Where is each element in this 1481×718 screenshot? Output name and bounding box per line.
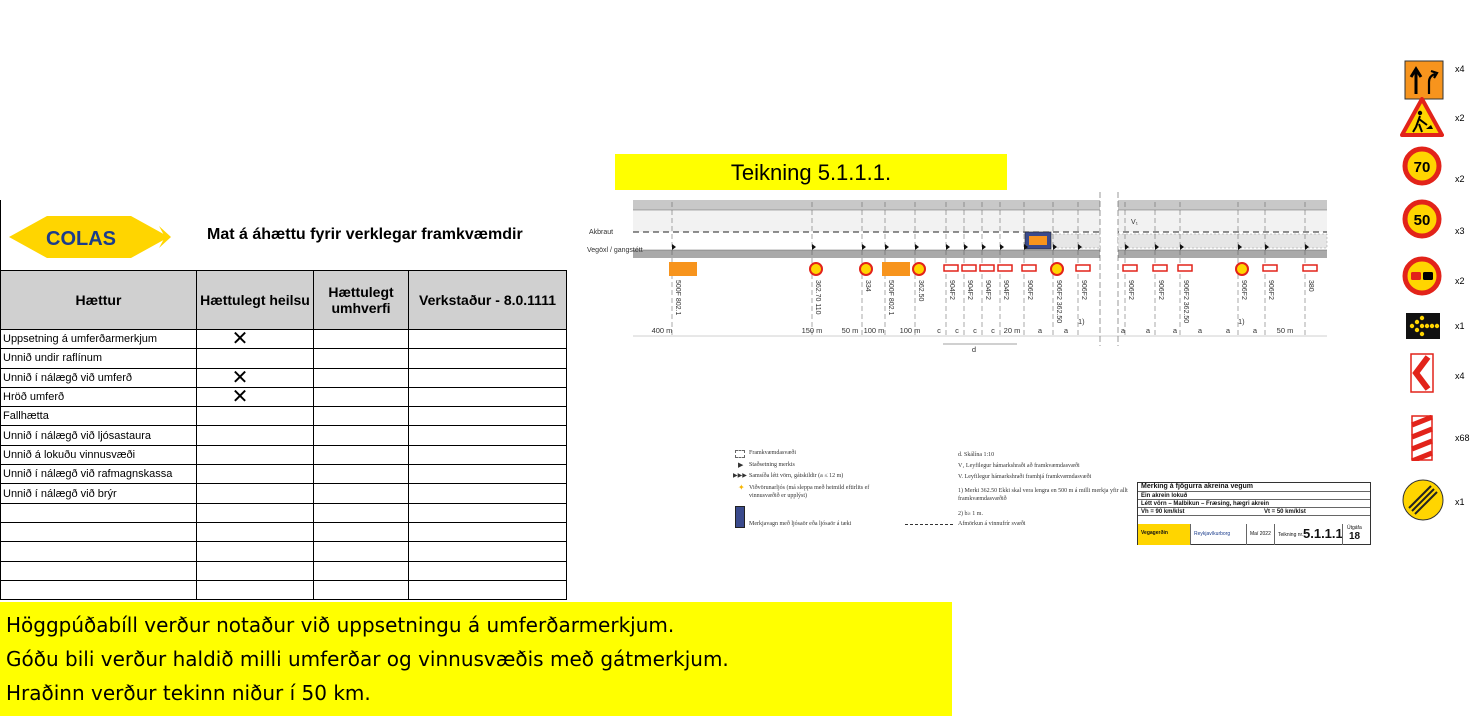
site-cell <box>409 542 567 561</box>
site-cell <box>409 426 567 445</box>
barrier-board-marker <box>998 265 1012 271</box>
table-row <box>1 330 567 349</box>
site-cell <box>409 561 567 580</box>
barrier-board-marker <box>1022 265 1036 271</box>
note-line-1: Höggpúðabíll verður notaður við uppsetningu á umferðarmerkjum. <box>6 613 675 637</box>
barrier-board-marker <box>1303 265 1317 271</box>
site-cell <box>409 407 567 426</box>
table-row <box>1 580 567 599</box>
end-of-restriction-sign-icon <box>1401 478 1445 522</box>
distance-label: 50 m <box>841 326 859 335</box>
distance-label: a <box>1120 326 1126 335</box>
table-row <box>1 426 567 445</box>
hazard-cell: Unnið undir raflínum <box>1 349 197 368</box>
tb-org2: Reykjavíkurborg <box>1190 524 1246 545</box>
notes-box <box>0 602 952 716</box>
barrier-board-marker <box>1123 265 1137 271</box>
tb-bottom-row <box>1138 524 1370 545</box>
vegoxl-label: Vegöxl / gangstétt <box>587 247 643 254</box>
environment-cell <box>314 445 409 464</box>
distance-row <box>633 326 1327 336</box>
road-diagram <box>585 186 1345 361</box>
distance-label: a <box>1037 326 1043 335</box>
speed-marker <box>1051 263 1063 275</box>
lane-shift-marker <box>669 262 697 276</box>
risk-mark: ✕ <box>231 368 249 388</box>
sign-code: 904F2 <box>984 280 991 300</box>
risk-table-header-row <box>1 271 567 330</box>
speed-marker <box>860 263 872 275</box>
lane-shift-marker <box>882 262 910 276</box>
hazard-cell: Fallhætta <box>1 407 197 426</box>
table-row <box>1 407 567 426</box>
speed-marker <box>913 263 925 275</box>
table-row <box>1 542 567 561</box>
inv-count-1: x4 <box>1455 64 1465 74</box>
table-row <box>1 349 567 368</box>
distance-label: a <box>1197 326 1203 335</box>
environment-cell <box>314 542 409 561</box>
distance-label: a <box>1252 326 1258 335</box>
d-label: d <box>971 345 977 354</box>
colas-logo <box>9 214 171 260</box>
table-row <box>1 368 567 387</box>
sign-code: 904F2 <box>966 280 973 300</box>
health-cell <box>197 503 314 522</box>
site-cell <box>409 522 567 541</box>
distance-label: 50 m <box>1276 326 1294 335</box>
table-row <box>1 387 567 406</box>
no-overtaking-sign-icon <box>1402 256 1442 296</box>
table-row <box>1 484 567 503</box>
barrier-board-marker <box>1178 265 1192 271</box>
environment-cell <box>314 484 409 503</box>
speed-marker <box>810 263 822 275</box>
table-row <box>1 445 567 464</box>
tb-line2: Ein akrein lokuð <box>1138 492 1370 500</box>
speed-marker <box>1236 263 1248 275</box>
environment-cell <box>314 522 409 541</box>
inv-count-3: x2 <box>1455 174 1465 184</box>
sign-code: 380 <box>1307 280 1314 292</box>
legend-v: V. Leyfilegur hámarkshraði framhjá framkvæmdasvæði <box>958 474 1092 480</box>
distance-label: c <box>937 326 941 335</box>
sign-code: 906F2 <box>1127 280 1134 300</box>
hazard-cell <box>1 561 197 580</box>
environment-cell <box>314 349 409 368</box>
barrier-board-marker <box>1263 265 1277 271</box>
legend-cones: Samsíða létt vörn, gátskildir (a ≤ 12 m) <box>749 473 844 479</box>
inv-count-6: x1 <box>1455 321 1465 331</box>
risk-mark: ✕ <box>231 387 249 407</box>
drawing-break <box>1100 194 1118 264</box>
table-row <box>1 503 567 522</box>
environment-cell <box>314 407 409 426</box>
lane-upper <box>633 210 1327 232</box>
legend-scale: d. Skálína 1:10 <box>958 452 995 458</box>
truck-legend-icon <box>735 506 745 528</box>
sign-code: 906F2 <box>1157 280 1164 300</box>
speed-limit-50-sign-icon <box>1402 199 1442 239</box>
legend-lights: Viðvörunarljós (má sleppa með heimild eftirlits ef vinnusvæðið er upplýst) <box>749 485 870 499</box>
note-ref-1: 1) <box>1078 317 1085 326</box>
v1-label: V₁ <box>1131 219 1139 226</box>
distance-label: a <box>1063 326 1069 335</box>
tb-vt: Vt = 50 km/klst <box>1264 509 1306 515</box>
environment-cell <box>314 503 409 522</box>
distance-label: 20 m <box>1003 326 1021 335</box>
note-line-3: Hraðinn verður tekinn niður í 50 km. <box>6 681 371 705</box>
work-zone-b <box>1118 234 1327 248</box>
health-cell <box>197 561 314 580</box>
col-environment: Hættulegt umhverfi <box>314 271 409 330</box>
site-cell <box>409 580 567 599</box>
tb-org1: Vegagerðin <box>1138 524 1190 545</box>
distance-label: 100 m <box>863 326 885 335</box>
sign-code: 500F 802.1 <box>674 280 681 316</box>
tb-vh: Vh = 90 km/klst <box>1141 509 1185 515</box>
sign-code: 500F 802.1 <box>887 280 894 316</box>
col-hazards: Hættur <box>1 271 197 330</box>
hazard-cell: Uppsetning á umferðarmerkjum <box>1 330 197 349</box>
environment-cell <box>314 580 409 599</box>
inv-count-4: x3 <box>1455 226 1465 236</box>
legend-boundary: Afmörkun á vinnufrír svæði <box>958 521 1026 527</box>
health-cell <box>197 580 314 599</box>
sign-code: 334 <box>864 280 871 292</box>
environment-cell <box>314 387 409 406</box>
health-cell <box>197 426 314 445</box>
legend-truck: Merkjavagn með ljósaör eða ljósaör á tæki <box>749 521 852 527</box>
tb-line3: Létt vörn – Malbikun – Fræsing, hægri akrein <box>1138 500 1370 508</box>
barrier-board-marker <box>1076 265 1090 271</box>
health-cell <box>197 349 314 368</box>
boundary-legend-icon <box>905 524 953 525</box>
drawing-title: Teikning 5.1.1.1. <box>615 154 1007 190</box>
health-cell <box>197 387 314 406</box>
environment-cell <box>314 561 409 580</box>
note-line-2: Góðu bili verður haldið milli umferðar og vinnusvæðis með gátmerkjum. <box>6 647 729 671</box>
tb-speeds <box>1138 508 1370 516</box>
hazard-cell: Hröð umferð <box>1 387 197 406</box>
hazard-cell <box>1 580 197 599</box>
hazard-cell <box>1 542 197 561</box>
risk-assessment <box>0 200 566 600</box>
work-area-legend-icon <box>735 450 745 458</box>
barrier-board-marker <box>944 265 958 271</box>
distance-label: a <box>1145 326 1151 335</box>
environment-cell <box>314 426 409 445</box>
health-cell <box>197 368 314 387</box>
col-site: Verkstaður - 8.0.1111 <box>409 271 567 330</box>
tb-edition: Útgáfa 18 <box>1342 524 1370 545</box>
risk-table-body <box>1 330 567 600</box>
environment-cell <box>314 368 409 387</box>
hazard-cell: Unnið í nálægð við ljósastaura <box>1 426 197 445</box>
environment-cell <box>314 465 409 484</box>
inv-count-8: x68 <box>1455 433 1470 443</box>
hazard-cell <box>1 503 197 522</box>
legend-v1: V₁ Leyfilegur hámarkshraði að framkvæmdasvæði <box>958 463 1080 469</box>
legend-sign-pos: Staðsetning merkis <box>749 462 795 468</box>
sign-code: 904F2 <box>948 280 955 300</box>
inv-count-2: x2 <box>1455 113 1465 123</box>
legend-note1: 1) Merki 362.50 Ekki skal vera lengra en 500 m á milli merkja yfir allt framkvæmdasvæðið <box>958 488 1128 502</box>
legend-note2: 2) b≥ 1 m. <box>958 511 983 517</box>
risk-mark: ✕ <box>231 329 249 349</box>
site-cell <box>409 484 567 503</box>
distance-label: c <box>991 326 995 335</box>
cones-legend-icon: ▶▶▶ <box>733 473 747 479</box>
distance-label: a <box>1172 326 1178 335</box>
table-row <box>1 522 567 541</box>
sign-code: 362.50 <box>917 280 924 302</box>
health-cell <box>197 465 314 484</box>
health-cell <box>197 484 314 503</box>
site-cell <box>409 445 567 464</box>
site-cell <box>409 349 567 368</box>
tb-heading: Merking á fjögurra akreina vegum <box>1138 483 1370 492</box>
health-cell <box>197 330 314 349</box>
risk-title: Mat á áhættu fyrir verklegar framkvæmdir <box>207 226 523 243</box>
hazard-cell: Unnið í nálægð við rafmagnskassa <box>1 465 197 484</box>
flag-legend-icon: ▶ <box>738 461 744 469</box>
distance-label: a <box>1225 326 1231 335</box>
drawing-legend <box>733 449 1153 544</box>
hazard-cell: Unnið í nálægð við umferð <box>1 368 197 387</box>
sign-code: 904F2 <box>1002 280 1009 300</box>
distance-label: c <box>955 326 959 335</box>
site-cell <box>409 368 567 387</box>
health-cell <box>197 522 314 541</box>
hazard-cell <box>1 522 197 541</box>
sign-code: 906F2 <box>1240 280 1247 300</box>
table-row <box>1 561 567 580</box>
legend-work-area: Framkvæmdasvæði <box>749 450 797 456</box>
distance-label: c <box>973 326 977 335</box>
speed-50-text: 50 <box>1413 212 1431 229</box>
warning-light-legend-icon: ✦ <box>738 483 745 492</box>
inv-count-7: x4 <box>1455 371 1465 381</box>
inv-count-5: x2 <box>1455 276 1465 286</box>
hazard-cell: Unnið á lokuðu vinnusvæði <box>1 445 197 464</box>
distance-label: 150 m <box>801 326 823 335</box>
health-cell <box>197 445 314 464</box>
environment-cell <box>314 330 409 349</box>
akbraut-label: Akbraut <box>589 229 614 236</box>
tb-drawing-no: Teikning nr. 5.1.1.1 <box>1274 524 1342 545</box>
roadwork-warning-sign-icon <box>1400 97 1444 137</box>
site-cell <box>409 503 567 522</box>
sign-code: 906F2 <box>1026 280 1033 300</box>
note-ref-2: 1) <box>1238 317 1245 326</box>
health-cell <box>197 542 314 561</box>
distance-label: 400 m <box>651 326 673 335</box>
tb-date: Maí 2022 <box>1246 524 1274 545</box>
barrier-board-marker <box>980 265 994 271</box>
site-cell <box>409 387 567 406</box>
inv-count-9: x1 <box>1455 497 1465 507</box>
site-cell <box>409 330 567 349</box>
risk-header <box>0 200 566 270</box>
arrow-board-sign-icon <box>1406 313 1440 339</box>
barrier-board-marker <box>1153 265 1167 271</box>
lane-shift-sign-icon <box>1404 60 1444 100</box>
sign-row <box>669 262 1317 323</box>
col-health: Hættulegt heilsu <box>197 271 314 330</box>
striped-barrier-board-icon <box>1411 415 1433 461</box>
speed-70-text: 70 <box>1413 159 1431 176</box>
risk-table <box>0 270 567 600</box>
sign-code: 906F2 362.50 <box>1055 280 1062 324</box>
sign-code: 906F2 362.50 <box>1182 280 1189 324</box>
sign-code: 906F2 <box>1080 280 1087 300</box>
chevron-marker-icon <box>1410 353 1434 393</box>
health-cell <box>197 407 314 426</box>
drawing-title-block <box>1137 482 1371 545</box>
site-cell <box>409 465 567 484</box>
road-top-strip <box>633 200 1327 210</box>
colas-logo-text: COLAS <box>46 228 116 250</box>
barrier-board-marker <box>962 265 976 271</box>
table-row <box>1 465 567 484</box>
sign-code: 906F2 <box>1267 280 1274 300</box>
sign-code: 362.70 110 <box>814 280 821 315</box>
speed-limit-70-sign-icon <box>1402 146 1442 186</box>
hazard-cell: Unnið í nálægð við brýr <box>1 484 197 503</box>
distance-label: 100 m <box>899 326 921 335</box>
shoulder-strip <box>633 250 1327 258</box>
